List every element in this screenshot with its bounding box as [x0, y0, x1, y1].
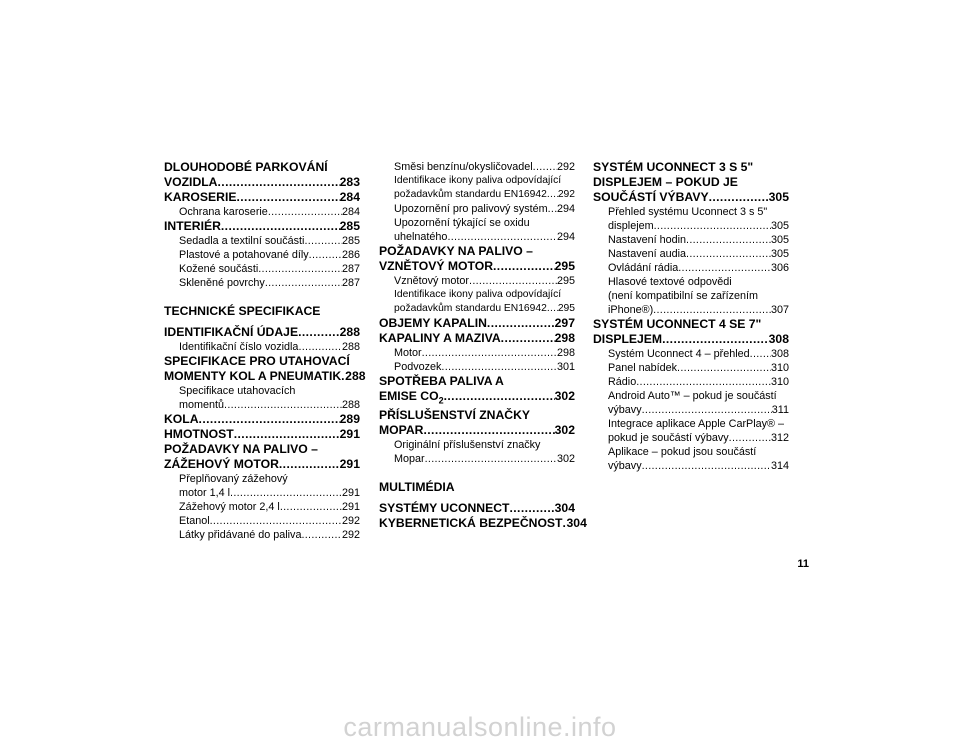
toc-entry-title-line: SYSTÉM UCONNECT 3 S 5"	[593, 160, 754, 174]
toc-subentry[interactable]: Skleněné povrchy ..... 287	[164, 276, 360, 290]
toc-column-2	[379, 160, 587, 531]
toc-subentry-line: Aplikace – pokud jsou součástí	[608, 446, 757, 458]
toc-entry[interactable]: DISPLEJEM ..... 308	[593, 332, 789, 347]
toc-entry[interactable]: MOPAR ..... 302	[379, 423, 575, 438]
toc-entry[interactable]: KOLA ..... 289	[164, 412, 360, 427]
toc-subentry[interactable]: pokud je součástí výbavy ..... 312	[593, 431, 789, 445]
toc-entry[interactable]: SYSTÉMY UCONNECT ..... 304	[379, 501, 575, 516]
section-heading: TECHNICKÉ SPECIFIKACE	[164, 304, 321, 318]
toc-subentry-line: (není kompatibilní se zařízením	[608, 290, 759, 302]
toc-subentry-line: Integrace aplikace Apple CarPlay® –	[608, 418, 785, 430]
toc-entry-title-line: SPECIFIKACE PRO UTAHOVACÍ	[164, 354, 350, 368]
toc-subentry-line: Přehled systému Uconnect 3 s 5"	[608, 206, 768, 218]
toc-entry[interactable]: KYBERNETICKÁ BEZPEČNOST ..... 304	[379, 516, 575, 531]
toc-entry[interactable]: KAPALINY A MAZIVA ..... 298	[379, 331, 575, 346]
toc-subentry[interactable]: Plastové a potahované díly ..... 286	[164, 248, 360, 262]
toc-subentry[interactable]: požadavkům standardu EN16942 ..... 295	[379, 302, 575, 316]
toc-entry[interactable]: OBJEMY KAPALIN ..... 297	[379, 316, 575, 331]
toc-subentry[interactable]: Nastavení audia ..... 305	[593, 247, 789, 261]
toc-subentry-line: Android Auto™ – pokud je součástí	[608, 390, 777, 402]
section-heading: MULTIMÉDIA	[379, 480, 455, 495]
toc-subentry[interactable]: Nastavení hodin ..... 305	[593, 233, 789, 247]
toc-subentry[interactable]: Etanol ..... 292	[164, 514, 360, 528]
toc-subentry[interactable]: výbavy ..... 314	[593, 459, 789, 473]
toc-subentry[interactable]: Rádio ..... 310	[593, 375, 789, 389]
toc-subentry[interactable]: Zážehový motor 2,4 l ..... 291	[164, 500, 360, 514]
toc-subentry[interactable]: uhelnatého ..... 294	[379, 230, 575, 244]
toc-entry-title-line: DLOUHODOBÉ PARKOVÁNÍ	[164, 160, 328, 174]
toc-subentry-line: Identifikace ikony paliva odpovídající	[394, 175, 562, 186]
toc-subentry[interactable]: Identifikační číslo vozidla ..... 288	[164, 340, 360, 354]
subscript-2: 2	[438, 395, 444, 406]
toc-subentry-line: Identifikace ikony paliva odpovídající	[394, 289, 562, 300]
toc-subentry[interactable]: výbavy ..... 311	[593, 403, 789, 417]
toc-subentry[interactable]: Systém Uconnect 4 – přehled ..... 308	[593, 347, 789, 361]
toc-subentry[interactable]: Motor ..... 298	[379, 346, 575, 360]
toc-subentry-line: Upozornění týkající se oxidu	[394, 217, 530, 229]
toc-entry[interactable]: IDENTIFIKAČNÍ ÚDAJE ..... 288	[164, 325, 360, 340]
toc-subentry[interactable]: Podvozek ..... 301	[379, 360, 575, 374]
toc-entry[interactable]: INTERIÉR ..... 285	[164, 219, 360, 234]
toc-subentry[interactable]: Mopar ..... 302	[379, 452, 575, 466]
page-number: 11	[797, 558, 809, 570]
toc-subentry[interactable]: Směsi benzínu/okysličovadel ..... 292	[379, 160, 575, 174]
toc-subentry[interactable]: displejem ..... 305	[593, 219, 789, 233]
watermark: carmanualsonline.info	[343, 712, 617, 742]
toc-entry[interactable]: MOMENTY KOL A PNEUMATIK ..... 288	[164, 369, 360, 384]
toc-subentry[interactable]: Kožené součásti ..... 287	[164, 262, 360, 276]
toc-entry[interactable]: EMISE $CO_2$ ..... 302	[379, 389, 575, 408]
toc-subentry[interactable]: Sedadla a textilní součásti ..... 285	[164, 234, 360, 248]
toc-subentry[interactable]: Látky přidávané do paliva ..... 292	[164, 528, 360, 542]
toc-subentry[interactable]: momentů ..... 288	[164, 398, 360, 412]
toc-entry[interactable]: ZÁŽEHOVÝ MOTOR ..... 291	[164, 457, 360, 472]
toc-entry-title-line: PŘÍSLUŠENSTVÍ ZNAČKY	[379, 408, 531, 423]
toc-subentry[interactable]: Vznětový motor ..... 295	[379, 274, 575, 288]
toc-entry-title-line: SPOTŘEBA PALIVA A	[379, 374, 504, 388]
toc-entry-title-line: POŽADAVKY NA PALIVO –	[164, 442, 318, 456]
toc-entry[interactable]: KAROSERIE ..... 284	[164, 190, 360, 205]
toc-entry[interactable]: VZNĚTOVÝ MOTOR ..... 295	[379, 259, 575, 274]
toc-subentry[interactable]: Ovládání rádia ..... 306	[593, 261, 789, 275]
toc-subentry-line: Hlasové textové odpovědi	[608, 276, 732, 288]
toc-entry[interactable]: HMOTNOST ..... 291	[164, 427, 360, 442]
toc-subentry[interactable]: Ochrana karoserie ..... 284	[164, 205, 360, 219]
toc-subentry[interactable]: motor 1,4 l ..... 291	[164, 486, 360, 500]
toc-subentry[interactable]: požadavkům standardu EN16942 ..... 292	[379, 188, 575, 202]
toc-entry[interactable]: SOUČÁSTÍ VÝBAVY ..... 305	[593, 190, 789, 205]
toc-column-1	[164, 160, 366, 542]
toc-subentry-line: Přeplňovaný zážehový	[179, 473, 288, 485]
toc-subentry[interactable]: Upozornění pro palivový systém ..... 294	[379, 202, 575, 216]
toc-subentry-line: Specifikace utahovacích	[179, 385, 296, 397]
toc-subentry[interactable]: Panel nabídek ..... 310	[593, 361, 789, 375]
toc-entry-title-line: DISPLEJEM – POKUD JE	[593, 175, 738, 189]
toc-subentry-line: Originální příslušenství značky	[394, 439, 541, 452]
toc-entry[interactable]: VOZIDLA ..... 283	[164, 175, 360, 190]
toc-subentry[interactable]: iPhone®) ..... 307	[593, 303, 789, 317]
toc-entry-title-line: SYSTÉM UCONNECT 4 SE 7"	[593, 317, 762, 331]
toc-entry-title-line: POŽADAVKY NA PALIVO –	[379, 244, 533, 258]
toc-column-3	[593, 160, 789, 473]
